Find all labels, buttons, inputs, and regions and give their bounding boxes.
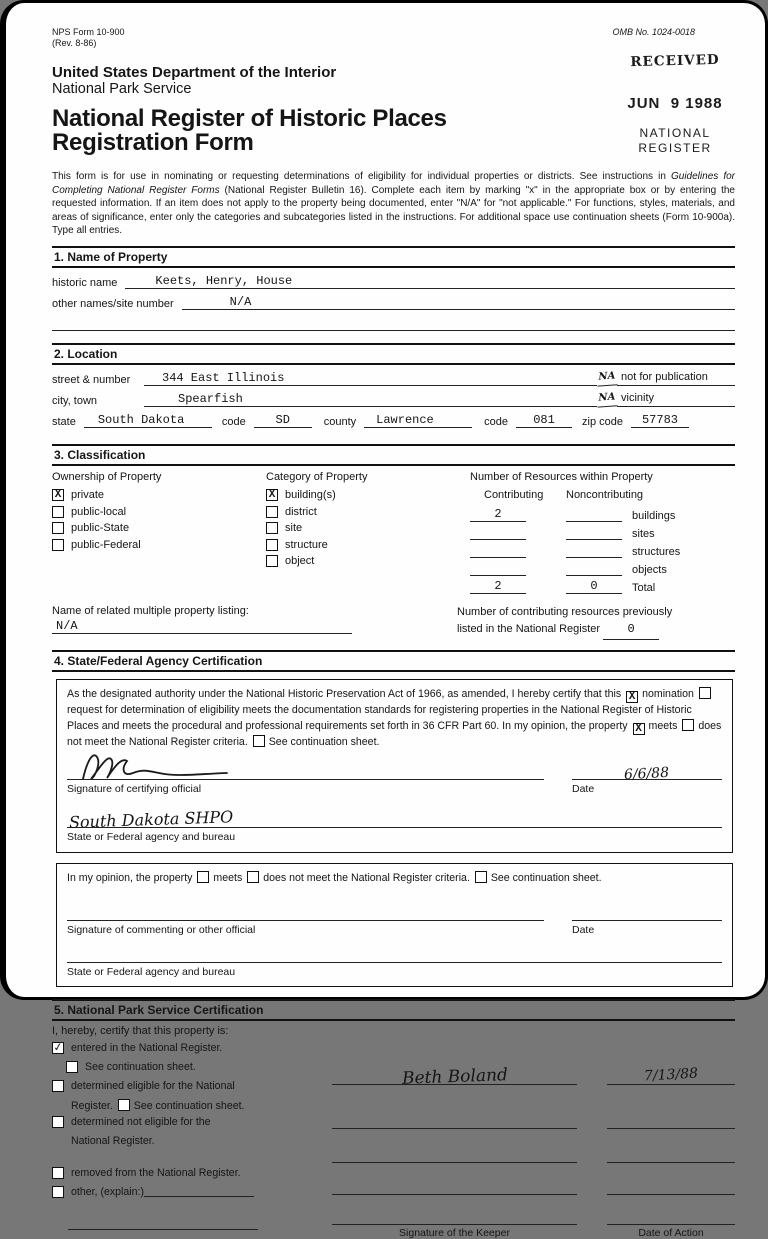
section2-header: 2. Location: [52, 343, 735, 365]
resources-headers: [470, 489, 735, 501]
blank-date-line: [607, 1111, 735, 1129]
commenting-paragraph: [67, 871, 722, 887]
certifying-date-value: 6/6/88: [624, 765, 670, 784]
checkbox-eligible-continuation: [118, 1099, 130, 1111]
agency-bureau-label-2: State or Federal agency and bureau: [67, 965, 236, 978]
category-option-label: structure: [285, 538, 328, 551]
resources-label: Number of Resources within Property: [470, 471, 653, 484]
option-eligible-continuation-label: See continuation sheet.: [133, 1100, 245, 1113]
category-column: [266, 471, 470, 597]
keeper-final-date-line: [607, 1207, 735, 1225]
page-title: [52, 104, 482, 157]
keeper-signature-line: [332, 1065, 577, 1090]
meets-label-2: meets: [213, 871, 243, 884]
noncontributing-header: Noncontributing: [566, 489, 644, 502]
blank-signature-line: [332, 1177, 577, 1195]
checkbox-see-continuation: [253, 735, 265, 747]
state-label: state: [52, 416, 76, 429]
not-for-publication-label: not for publication: [617, 371, 735, 386]
left-bottom-blank-line: [68, 1216, 258, 1230]
keeper-final-signature-line: [332, 1207, 577, 1225]
city-row: [52, 390, 735, 407]
resources-row-label: buildings: [632, 510, 676, 523]
checkbox-see-continuation-2: [475, 871, 487, 883]
commenting-date-label: Date: [572, 923, 595, 936]
related-listing-label: Name of related multiple property listing:: [52, 605, 249, 618]
option-entered-continuation: [52, 1060, 314, 1076]
checkbox-does-not-meet-2: [247, 871, 259, 883]
received-stamp: [600, 53, 750, 156]
commenting-date-line: [572, 905, 722, 921]
category-option-object: [266, 555, 470, 567]
keeper-signature-value: Beth Boland: [401, 1065, 508, 1090]
keeper-date-value: 7/13/88: [643, 1065, 699, 1085]
category-option-label: object: [285, 555, 315, 568]
historic-name-value: Keets, Henry, House: [125, 274, 735, 289]
contributing-structures: [470, 557, 526, 558]
instructions-italic: Guidelines for Completing National Register Forms: [52, 171, 735, 196]
resources-row-total: [470, 579, 735, 594]
checkbox-structure: [266, 539, 278, 551]
keeper-signature-area: [314, 1041, 735, 1239]
page-title-line2: Registration Form: [52, 129, 254, 157]
certifying-date-line: [572, 764, 722, 784]
blank-line: [52, 316, 735, 331]
option-other: [52, 1185, 314, 1201]
option-removed: [52, 1166, 314, 1182]
ownership-option-label: public-State: [71, 522, 130, 535]
instructions-paragraph: [52, 170, 735, 237]
checkbox-entered-continuation: [66, 1061, 78, 1073]
checkbox-district: [266, 506, 278, 518]
option-determined-eligible-label2: Register.: [71, 1100, 113, 1113]
contributing-buildings: 2: [470, 507, 526, 522]
checkbox-buildings: X: [266, 489, 278, 501]
received-stamp-text: RECEIVED: [630, 51, 720, 71]
commenting-signature-row: [67, 905, 722, 921]
option-entered-label: entered in the National Register.: [71, 1042, 223, 1055]
resources-row-label: structures: [632, 546, 681, 559]
previously-listed-label2: listed in the National Register: [457, 623, 601, 636]
city-value: Spearfish: [144, 392, 597, 407]
blank-signature-line: [332, 1111, 577, 1129]
certifying-signature-label: Signature of certifying official: [67, 783, 202, 796]
contributing-header: Contributing: [484, 489, 544, 502]
cert-text2: request for determination of eligibility meets the documentation standards for registering properties in the National Register of Historic Places and meets the procedural and professional requirements set forth in 36 CFR Part 60. In my opinion, the property: [67, 703, 692, 732]
previously-listed-label1: Number of contributing resources previously: [457, 606, 673, 619]
checkbox-public-federal: [52, 539, 64, 551]
meets-label: meets: [648, 719, 678, 732]
keeper-labels: [332, 1227, 735, 1239]
resources-row-label: objects: [632, 564, 667, 577]
category-option-district: [266, 506, 470, 518]
street-value: 344 East Illinois: [144, 371, 597, 386]
noncontributing-buildings: [566, 521, 622, 522]
keeper-date-line: [607, 1067, 735, 1085]
check-mark: ✓: [53, 1039, 63, 1056]
omb-number: OMB No. 1024-0018: [612, 27, 695, 37]
checkbox-object: [266, 555, 278, 567]
county-label: county: [323, 416, 357, 429]
ownership-option-public-local: [52, 506, 266, 518]
option-determined-not-eligible: [52, 1115, 314, 1131]
resources-row-objects: [470, 561, 735, 576]
agency-bureau-label: State or Federal agency and bureau: [67, 831, 236, 844]
ownership-label: Ownership of Property: [52, 471, 162, 484]
contributing-total: 2: [470, 579, 526, 594]
instructions-part1: This form is for use in nominating or requesting determinations of eligibility for individual properties or districts. See instructions in: [52, 171, 671, 183]
ownership-option-public-state: [52, 522, 266, 534]
option-entered: [52, 1041, 314, 1057]
ownership-option-label: public-Federal: [71, 538, 141, 551]
checkbox-does-not-meet: [682, 719, 694, 731]
state-certification-box: [56, 679, 733, 853]
ownership-option-label: public-local: [71, 505, 127, 518]
resources-column: [470, 471, 735, 597]
commenting-official-box: [56, 863, 733, 987]
commenting-signature-line: [67, 905, 544, 921]
state-code-value: SD: [254, 413, 312, 428]
historic-name-label: historic name: [52, 277, 118, 290]
vicinity-label: vicinity: [617, 392, 735, 407]
nps-certification-body: [52, 1041, 735, 1239]
resources-row-label: Total: [632, 582, 656, 595]
form-rev: (Rev. 8-86): [52, 38, 97, 49]
certification-paragraph: [67, 687, 722, 751]
other-names-value: N/A: [182, 295, 735, 310]
agency-bureau-line: [67, 807, 722, 833]
noncontributing-structures: [566, 557, 622, 558]
stamp-line2: REGISTER: [638, 141, 712, 155]
category-option-structure: [266, 539, 470, 551]
keeper-signature-label: Signature of the Keeper: [399, 1227, 510, 1239]
checkbox-private: X: [52, 489, 64, 501]
noncontributing-sites: [566, 539, 622, 540]
option-removed-label: removed from the National Register.: [71, 1166, 241, 1179]
received-stamp-date: JUN 9 1988: [627, 95, 723, 112]
blank-date-line: [607, 1177, 735, 1195]
county-code-label: code: [484, 416, 508, 429]
contributing-objects: [470, 575, 526, 576]
nomination-label: nomination: [642, 687, 694, 700]
stamp-line1: NATIONAL: [639, 126, 711, 140]
keeper-row-4: [332, 1177, 735, 1195]
resources-row-label: sites: [632, 528, 655, 541]
nps-cert-intro: I, hereby, certify that this property is:: [52, 1025, 229, 1038]
cert-text1: As the designated authority under the National Historic Preservation Act of 1966, as amended, I hereby certify that this: [67, 687, 622, 700]
resources-row-structures: [470, 543, 735, 558]
section1-header: 1. Name of Property: [52, 246, 735, 268]
checkbox-meets-2: [197, 871, 209, 883]
see-continuation-label: See continuation sheet.: [268, 735, 380, 748]
form-number-line1: NPS Form 10-900: [52, 27, 125, 37]
checkbox-meets: X: [633, 723, 645, 735]
state-value: South Dakota: [84, 413, 212, 428]
category-label: Category of Property: [266, 471, 368, 484]
checkbox-determined-eligible: [52, 1080, 64, 1092]
section4-header: 4. State/Federal Agency Certification: [52, 650, 735, 672]
agency-bureau-line-2: [67, 949, 722, 963]
city-label: city, town: [52, 395, 98, 408]
other-explain-line: [144, 1185, 254, 1197]
option-determined-eligible-line2: [52, 1098, 314, 1115]
section5-header: 5. National Park Service Certification: [52, 999, 735, 1021]
related-listing: [52, 605, 457, 639]
keeper-row-1: [332, 1065, 735, 1090]
state-code-label: code: [221, 416, 246, 429]
option-other-label: other, (explain:): [71, 1185, 145, 1198]
checkbox-removed: [52, 1167, 64, 1179]
category-option-buildings: [266, 489, 470, 501]
checkbox-request: [699, 687, 711, 699]
department-title: United States Department of the Interior: [52, 63, 337, 81]
keeper-date-label: Date of Action: [638, 1227, 704, 1239]
street-label: street & number: [52, 374, 131, 387]
certifying-signature-row: [67, 764, 722, 784]
blank-signature-line: [332, 1145, 577, 1163]
certifying-signature-line: [67, 764, 544, 780]
classification-columns: [52, 471, 735, 597]
checkbox-public-state: [52, 522, 64, 534]
state-row: [52, 411, 735, 428]
not-for-publication-mark: NA: [597, 371, 618, 387]
commenting-signature-label: Signature of commenting or other official: [67, 923, 256, 936]
page-title-line1: National Register of Historic Places: [52, 104, 447, 132]
option-determined-not-eligible-line2: National Register.: [71, 1134, 155, 1147]
keeper-row-5: [332, 1207, 735, 1225]
previously-listed-value: 0: [603, 621, 659, 639]
option-determined-eligible: [52, 1079, 314, 1095]
vicinity-mark: NA: [597, 392, 618, 408]
previously-listed: [457, 605, 735, 639]
checkbox-entered: [52, 1039, 64, 1056]
checkbox-determined-not-eligible: [52, 1116, 64, 1128]
certifying-date-label: Date: [572, 783, 595, 796]
nps-cert-options: [52, 1041, 314, 1239]
resources-row-buildings: [470, 507, 735, 522]
certifying-official-signature-scrawl: [77, 749, 277, 783]
zip-value: 57783: [631, 413, 689, 428]
street-row: [52, 369, 735, 386]
keeper-row-2: [332, 1111, 735, 1129]
checkbox-nomination: X: [626, 691, 638, 703]
instructions-part2: (National Register Bulletin 16). Complete each item by marking "x" in the appropriate box or by entering the requested information. If an item does not apply to the property being documented, enter "N/A" for "not applicable." For functions, styles, materials, and areas of significance, enter only the categories and subcategories listed in the instructions. For additional space use continuation sheets (Form 10-900a). Type all entries.: [52, 184, 735, 236]
contributing-sites: [470, 539, 526, 540]
checkbox-site: [266, 522, 278, 534]
option-determined-not-eligible-label: determined not eligible for the: [71, 1115, 211, 1128]
does-not-meet-label-2: does not meet the National Register criteria.: [263, 871, 470, 884]
category-option-label: site: [285, 522, 303, 535]
blank-date-line: [607, 1145, 735, 1163]
ownership-option-public-federal: [52, 539, 266, 551]
other-names-label: other names/site number: [52, 298, 174, 311]
agency-bureau-value: South Dakota SHPO: [68, 807, 234, 833]
county-value: Lawrence: [364, 413, 472, 428]
see-continuation-label-2: See continuation sheet.: [490, 871, 602, 884]
national-register-stamp: [600, 126, 750, 156]
noncontributing-objects: [566, 575, 622, 576]
ownership-option-private: [52, 489, 266, 501]
section3-header: 3. Classification: [52, 444, 735, 466]
category-option-label: building(s): [285, 489, 336, 502]
keeper-row-3: [332, 1145, 735, 1163]
checkbox-public-local: [52, 506, 64, 518]
historic-name-row: [52, 272, 735, 289]
option-entered-continuation-label: See continuation sheet.: [85, 1061, 196, 1074]
county-code-value: 081: [516, 413, 572, 428]
ownership-column: [52, 471, 266, 597]
form-meta: [52, 27, 735, 50]
category-option-site: [266, 522, 470, 534]
does-not-meet-label: does not meet the National Register criteria.: [67, 719, 722, 748]
agency-title: National Park Service: [52, 80, 192, 97]
related-listing-row: [52, 605, 735, 639]
other-names-row: [52, 293, 735, 310]
related-listing-value: N/A: [52, 619, 352, 634]
option-determined-eligible-label: determined eligible for the National: [71, 1080, 235, 1093]
form-number: [52, 27, 125, 50]
commenting-text1: In my opinion, the property: [67, 871, 193, 884]
noncontributing-total: 0: [566, 579, 622, 594]
checkbox-other: [52, 1186, 64, 1198]
ownership-option-label: private: [71, 489, 105, 502]
commenting-signature-labels: [67, 923, 722, 939]
category-option-label: district: [285, 505, 317, 518]
resources-row-sites: [470, 525, 735, 540]
zip-label: zip code: [582, 416, 623, 429]
